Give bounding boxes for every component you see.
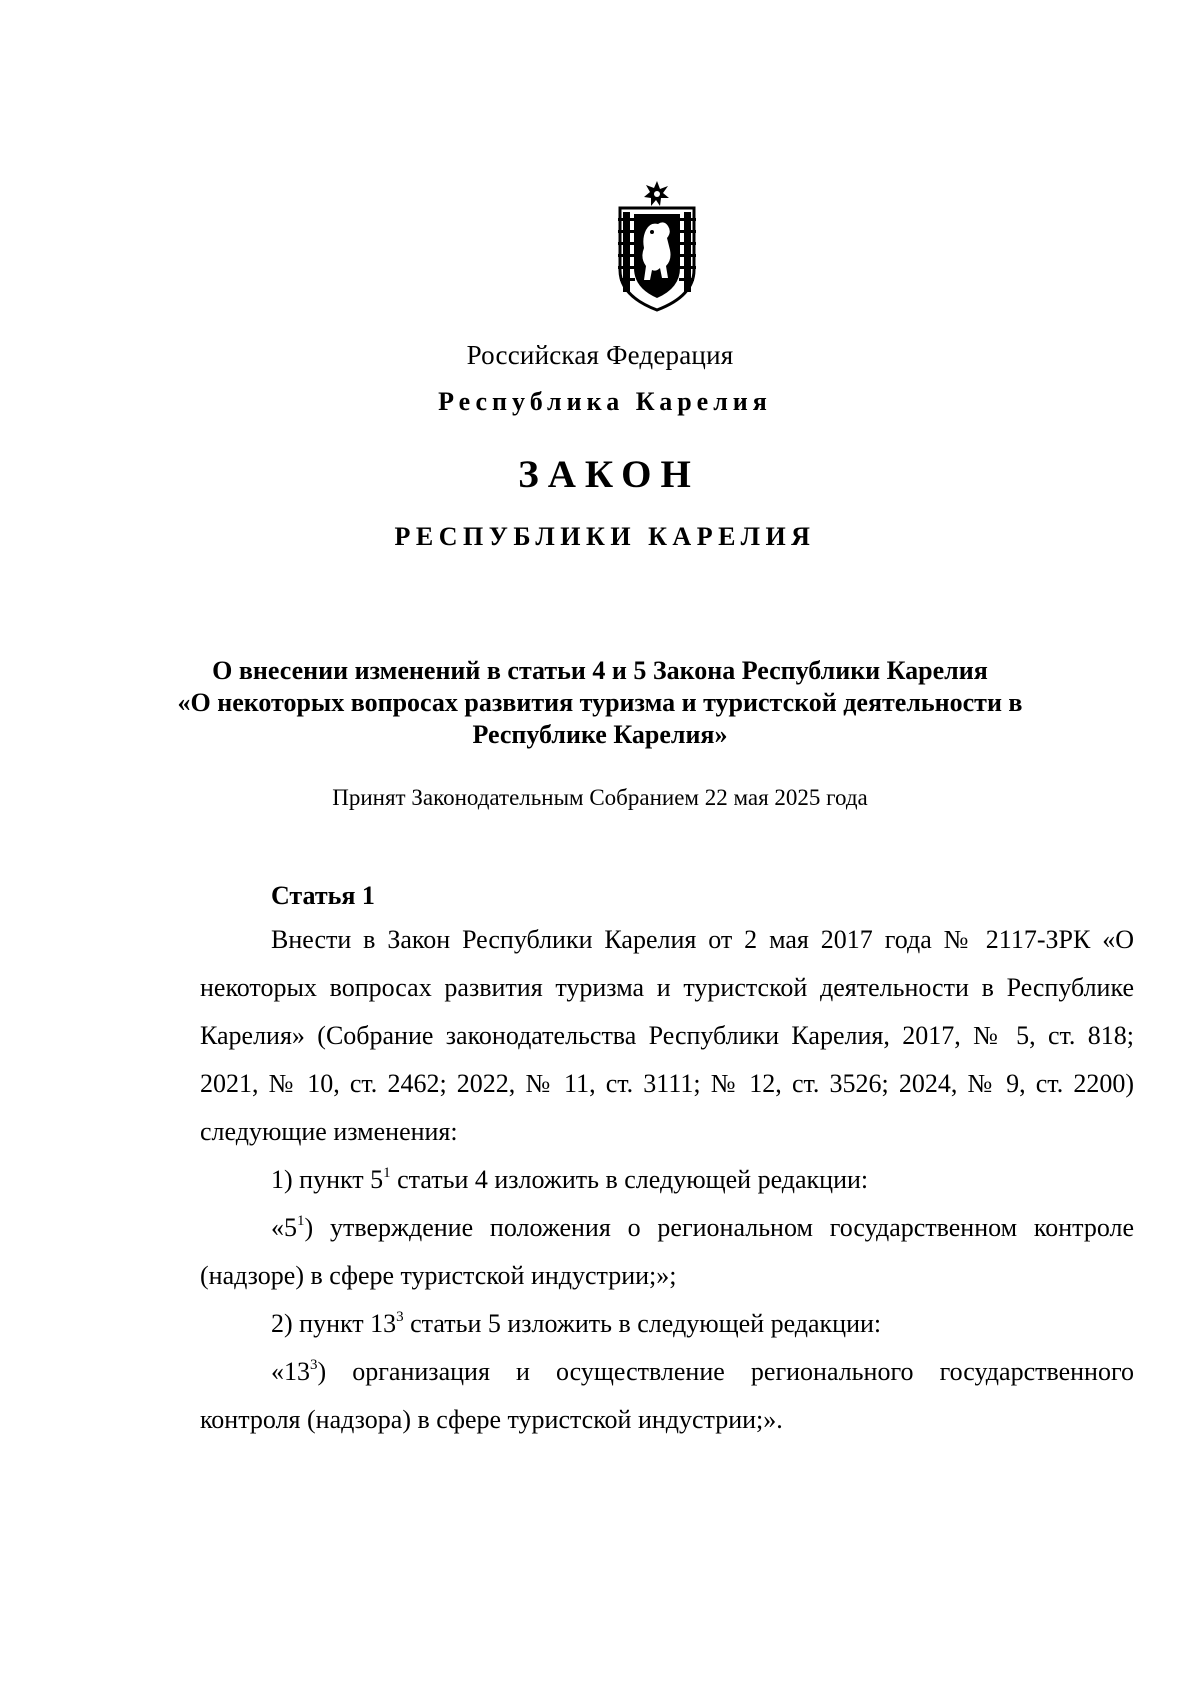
coat-of-arms-icon xyxy=(612,178,702,314)
amendment-quote-2 xyxy=(200,1348,1134,1444)
amendment-item-2 xyxy=(200,1300,1134,1348)
article-body xyxy=(200,916,1134,1444)
item-text: статьи 5 изложить в следующей редакции: xyxy=(403,1309,882,1338)
item-text: 1) пункт 5 xyxy=(271,1165,384,1194)
amendment-item-1 xyxy=(200,1156,1134,1204)
article-intro-paragraph: Внести в Закон Республики Карелия от 2 мая 2017 года № 2117-ЗРК «О некоторых вопросах развития туризма и туристской деятельности в Республике Карелия» (Собрание законодательства Республики Карелия, 2017, № 5, ст. 818; 2021, № 10, ст. 2462; 2022, № 11, ст. 3111; № 12, ст. 3526; 2024, № 9, ст. 2200) следующие изменения: xyxy=(200,925,1134,1146)
quote-text: ) утверждение положения о региональном государственном контроле (надзоре) в сфере туристской индустрии;»; xyxy=(200,1213,1134,1290)
article-heading: Статья 1 xyxy=(271,881,375,910)
document-title xyxy=(150,655,1050,751)
item-text: статьи 4 изложить в следующей редакции: xyxy=(390,1165,869,1194)
star-icon xyxy=(644,181,669,206)
document-type: ЗАКОН xyxy=(518,453,700,496)
superscript: 3 xyxy=(396,1309,404,1325)
amendment-quote-1 xyxy=(200,1204,1134,1300)
document-title-line: Республике Карелия» xyxy=(472,720,728,749)
superscript: 1 xyxy=(383,1165,391,1181)
item-text: 2) пункт 13 xyxy=(271,1309,397,1338)
quote-text: ) организация и осуществление регионального государственного контроля (надзора) в сфере туристской индустрии;». xyxy=(200,1357,1134,1434)
republic-name: Республика Карелия xyxy=(438,387,772,416)
quote-text: «13 xyxy=(271,1357,310,1386)
document-title-line: «О некоторых вопросах развития туризма и туристской деятельности в xyxy=(177,688,1023,717)
document-type-subtitle: РЕСПУБЛИКИ КАРЕЛИЯ xyxy=(394,522,816,551)
adoption-note: Принят Законодательным Собранием 22 мая 2025 года xyxy=(332,785,868,810)
quote-text: «5 xyxy=(271,1213,297,1242)
document-title-line: О внесении изменений в статьи 4 и 5 Закона Республики Карелия xyxy=(212,656,988,685)
superscript: 3 xyxy=(310,1357,318,1373)
superscript: 1 xyxy=(297,1213,305,1229)
country-name: Российская Федерация xyxy=(466,340,734,370)
